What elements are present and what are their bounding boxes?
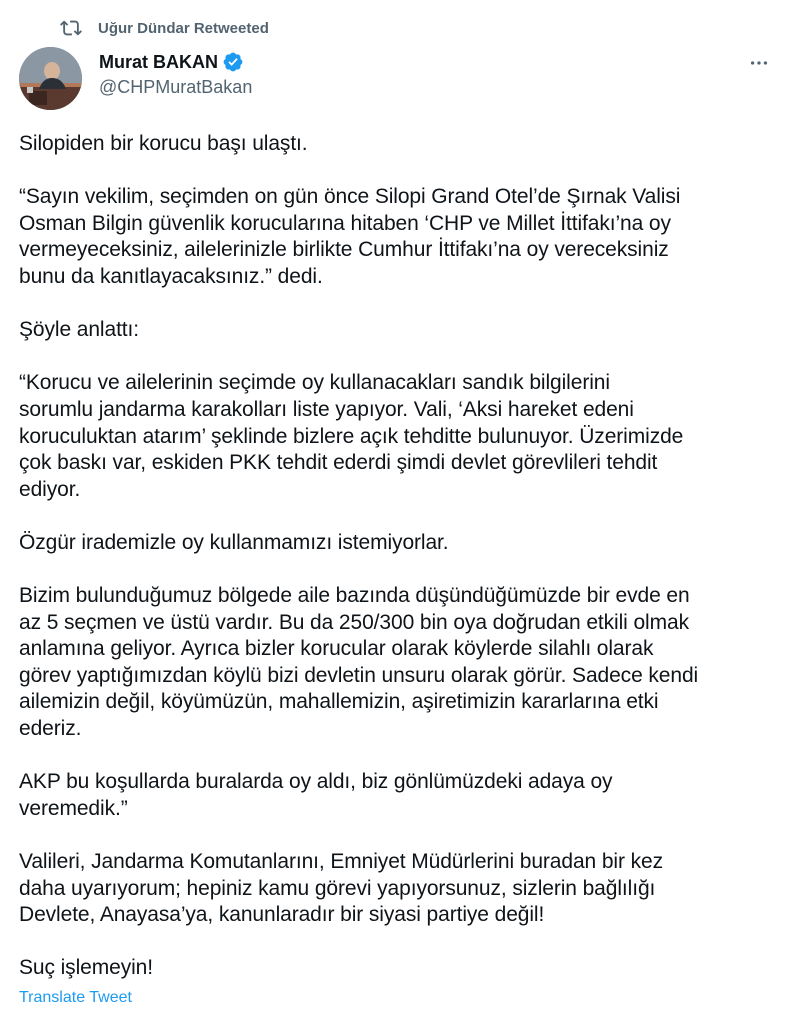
more-options-icon <box>748 52 770 74</box>
translate-tweet-link[interactable]: Translate Tweet <box>19 989 132 1006</box>
author-display-name[interactable]: Murat BAKAN <box>99 51 218 72</box>
tweet-paragraph: “Korucu ve ailelerinin seçimde oy kullanacakları sandık bilgilerini sorumlu jandarma karakolları liste yapıyor. Vali, ‘Aksi hareket edeni koruculuktan atarım’ şeklinde bizlere açık tehditte bulunuyor. Üzerimizde çok baskı var, eskiden PKK tehdit ederdi şimdi devlet görevlileri tehdit ediyor. <box>19 371 684 501</box>
retweet-label: Uğur Dündar Retweeted <box>98 19 269 37</box>
tweet-paragraph: Bizim bulunduğumuz bölgede aile bazında düşündüğümüzde bir evde en az 5 seçmen ve üstü vardır. Bu da 250/300 bin oya doğrudan etkili olmak anlamına geliyor. Ayrıca bizler korucular olarak köylerde silahlı olarak görev yaptığımızdan köylü bizi devletin unsuru olarak görür. Sadece kendi ailemizin değil, köyümüzün, mahallemizin, aşiretimizin kararlarına etki ederiz. <box>19 584 699 741</box>
avatar[interactable] <box>19 47 82 110</box>
tweet-paragraph: Suç işlemeyin! <box>19 956 153 980</box>
author-name-row <box>99 50 252 74</box>
tweet-paragraph: “Sayın vekilim, seçimden on gün önce Silopi Grand Otel’de Şırnak Valisi Osman Bilgin güvenlik korucularına hitaben ‘CHP ve Millet İttifakı’na oy vermeyeceksiniz, ailelerinizle birlikte Cumhur İttifakı’na oy vereceksiniz bunu da kanıtlayacaksınız.” dedi. <box>19 185 681 288</box>
tweet-text <box>19 131 779 982</box>
author-block <box>99 50 252 98</box>
tweet-paragraph: Şöyle anlattı: <box>19 318 140 342</box>
verified-badge-icon[interactable] <box>222 51 244 73</box>
more-options-button[interactable] <box>746 50 772 76</box>
retweet-context[interactable] <box>60 16 269 40</box>
tweet-paragraph: Silopiden bir korucu başı ulaştı. <box>19 132 308 155</box>
author-handle[interactable]: @CHPMuratBakan <box>99 77 253 97</box>
tweet-paragraph: Özgür irademizle oy kullanmamızı istemiyorlar. <box>19 530 449 554</box>
tweet-paragraph: Valileri, Jandarma Komutanlarını, Emniyet Müdürlerini buradan bir kez daha uyarıyorum; hepiniz kamu görevi yapıyorsunuz, sizlerin bağlılığı Devlete, Anayasa’ya, kanunlaradır bir siyasi partiye değil! <box>19 850 664 927</box>
retweet-icon <box>60 17 82 39</box>
tweet-paragraph: AKP bu koşullarda buralarda oy aldı, biz gönlümüzdeki adaya oy veremedik.” <box>19 770 613 820</box>
